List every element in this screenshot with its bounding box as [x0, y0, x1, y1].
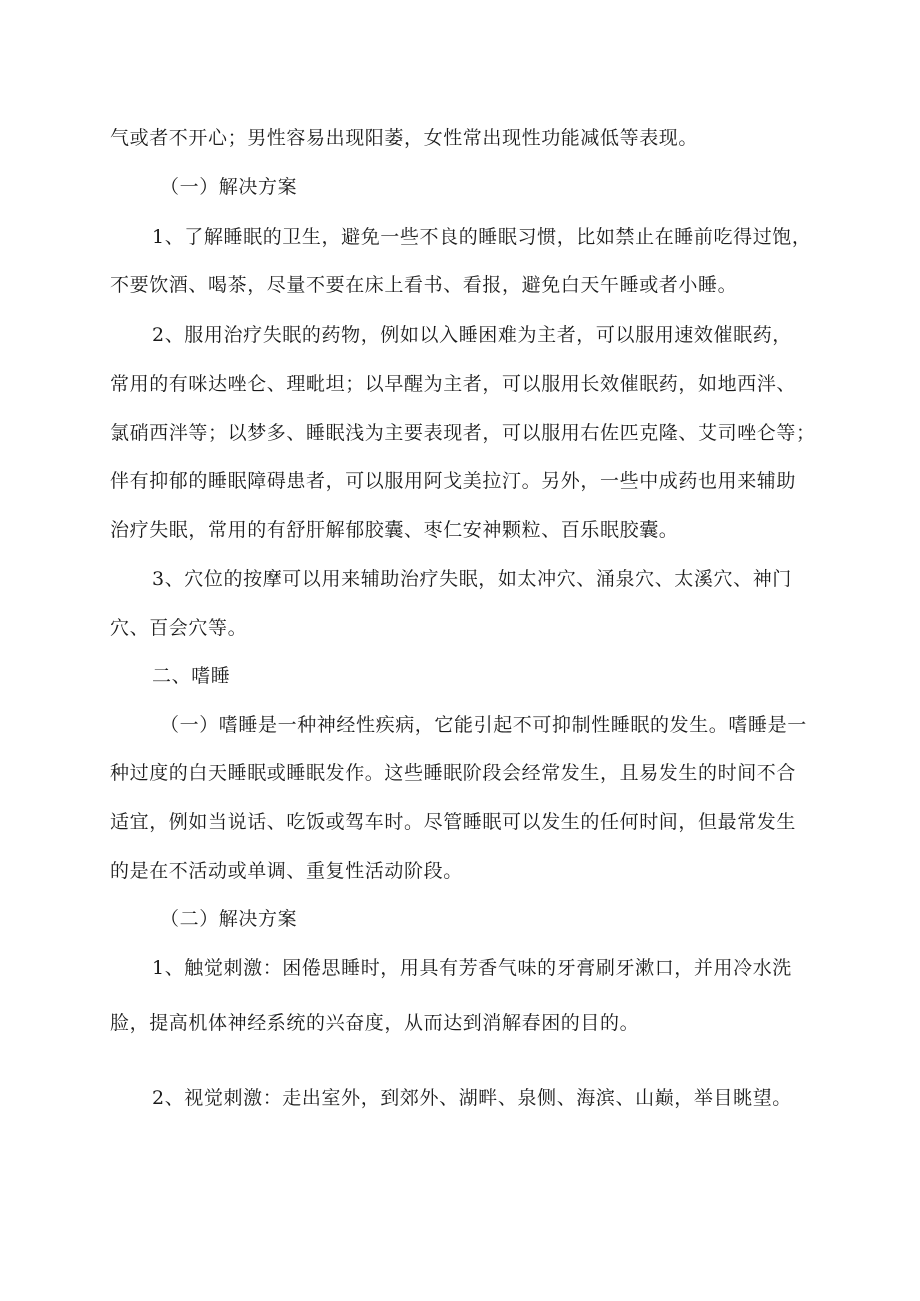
paragraph-line: 适宜，例如当说话、吃饭或驾车时。尽管睡眠可以发生的任何时间，但最常发生	[110, 811, 797, 833]
paragraph-line: 不要饮酒、喝茶，尽量不要在床上看书、看报，避免白天午睡或者小睡。	[110, 274, 738, 296]
paragraph-line: （一）嗜睡是一种神经性疾病，它能引起不可抑制性睡眠的发生。嗜睡是一	[160, 714, 807, 736]
paragraph-line: 气或者不开心；男性容易出现阳萎，女性常出现性功能减低等表现。	[110, 127, 699, 149]
paragraph-line: 2、视觉刺激：走出室外，到郊外、湖畔、泉侧、海滨、山巅，举目眺望。	[152, 1087, 792, 1109]
paragraph-line: 伴有抑郁的睡眠障碍患者，可以服用阿戈美拉汀。另外，一些中成药也用来辅助	[110, 470, 797, 492]
paragraph-line: 治疗失眠，常用的有舒肝解郁胶囊、枣仁安神颗粒、百乐眠胶囊。	[110, 519, 679, 541]
paragraph-line: 穴、百会穴等。	[110, 617, 248, 639]
paragraph-line: 3、穴位的按摩可以用来辅助治疗失眠，如太冲穴、涌泉穴、太溪穴、神门	[152, 568, 792, 590]
section-heading: 二、嗜睡	[152, 665, 231, 687]
section-heading: （二）解决方案	[160, 908, 298, 930]
paragraph-line: 1、了解睡眠的卫生，避免一些不良的睡眠习惯，比如禁止在睡前吃得过饱，	[152, 226, 812, 248]
section-heading: （一）解决方案	[160, 176, 298, 198]
paragraph-line: 1、触觉刺激：困倦思睡时，用具有芳香气味的牙膏刷牙漱口，并用冷水洗	[152, 957, 792, 979]
paragraph-line: 脸，提高机体神经系统的兴奋度，从而达到消解春困的目的。	[110, 1012, 640, 1034]
paragraph-line: 的是在不活动或单调、重复性活动阶段。	[110, 860, 463, 882]
paragraph-line: 种过度的白天睡眠或睡眠发作。这些睡眠阶段会经常发生，且易发生的时间不合	[110, 762, 797, 784]
paragraph-line: 2、服用治疗失眠的药物，例如以入睡困难为主者，可以服用速效催眠药，	[152, 324, 792, 346]
paragraph-line: 氯硝西泮等；以梦多、睡眠浅为主要表现者，可以服用右佐匹克隆、艾司唑仑等；	[110, 422, 816, 444]
paragraph-line: 常用的有咪达唑仑、理毗坦；以早醒为主者，可以服用长效催眠药，如地西泮、	[110, 373, 797, 395]
